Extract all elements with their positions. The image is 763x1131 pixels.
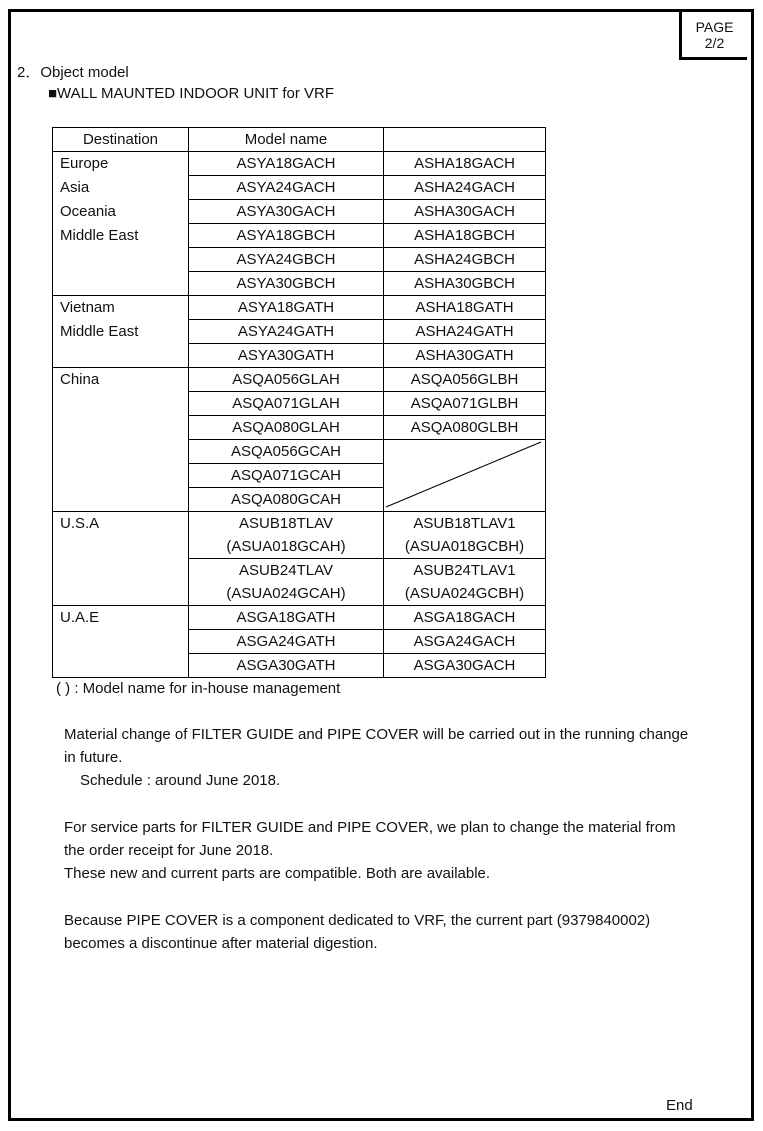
model-cell: ASHA30GATH	[384, 344, 546, 368]
model-name: ASUB24TLAV1	[413, 562, 516, 579]
model-cell: ASYA18GATH	[189, 296, 384, 320]
model-cell: ASHA18GBCH	[384, 224, 546, 248]
paragraph-line: in future.	[64, 749, 123, 766]
model-cell: ASGA30GACH	[384, 654, 546, 678]
paragraph-line: Because PIPE COVER is a component dedicated to VRF, the current part (9379840002)	[64, 912, 651, 929]
paragraph-material-change	[64, 723, 744, 792]
header-model-name: Model name	[189, 128, 384, 152]
model-cell: ASYA24GBCH	[189, 248, 384, 272]
header-blank	[384, 128, 546, 152]
schedule-line: Schedule : around June 2018.	[80, 772, 281, 789]
destination-label: Middle East	[60, 323, 139, 340]
paragraph-line: For service parts for FILTER GUIDE and PIPE COVER, we plan to change the material from	[64, 819, 676, 836]
model-cell: ASYA30GBCH	[189, 272, 384, 296]
destination-cell	[53, 512, 189, 606]
paragraph-line: becomes a discontinue after material digestion.	[64, 935, 378, 952]
paragraph-line: the order receipt for June 2018.	[64, 842, 274, 859]
destination-label: Middle East	[60, 227, 139, 244]
model-cell	[384, 512, 546, 559]
destination-label: Europe	[60, 155, 109, 172]
destination-label: Asia	[60, 179, 90, 196]
inhouse-model-name: (ASUA018GCBH)	[404, 538, 525, 555]
model-cell: ASHA30GBCH	[384, 272, 546, 296]
model-cell: ASYA18GBCH	[189, 224, 384, 248]
destination-cell	[53, 152, 189, 296]
model-cell: ASQA071GLAH	[189, 392, 384, 416]
inhouse-model-name: (ASUA018GCAH)	[226, 538, 346, 555]
table-row	[53, 296, 546, 320]
inhouse-model-name: (ASUA024GCAH)	[226, 585, 346, 602]
model-cell: ASYA30GATH	[189, 344, 384, 368]
diagonal-slash	[384, 440, 545, 511]
destination-label: Oceania	[60, 203, 116, 220]
model-cell: ASQA056GCAH	[189, 440, 384, 464]
model-cell: ASHA24GATH	[384, 320, 546, 344]
model-cell: ASGA24GACH	[384, 630, 546, 654]
model-cell: ASQA056GLAH	[189, 368, 384, 392]
destination-cell	[53, 368, 189, 512]
inhouse-model-name: (ASUA024GCBH)	[404, 585, 525, 602]
model-name: ASUB24TLAV	[239, 562, 333, 579]
destination-label: U.A.E	[60, 609, 100, 626]
header-destination: Destination	[53, 128, 189, 152]
paragraph-line: Material change of FILTER GUIDE and PIPE COVER will be carried out in the running change	[64, 726, 689, 743]
model-cell	[189, 559, 384, 606]
model-cell: ASYA18GACH	[189, 152, 384, 176]
model-cell	[189, 512, 384, 559]
section-title: 2．Object model	[17, 64, 129, 81]
model-cell: ASGA18GACH	[384, 606, 546, 630]
model-cell: ASQA080GLBH	[384, 416, 546, 440]
model-cell: ASYA24GATH	[189, 320, 384, 344]
destination-cell	[53, 296, 189, 368]
page-number: 2/2	[704, 35, 725, 51]
model-cell	[384, 559, 546, 606]
table-row	[53, 606, 546, 630]
destination-label: China	[60, 371, 100, 388]
end-label: End	[666, 1097, 693, 1114]
destination-label: U.S.A	[60, 515, 100, 532]
destination-cell	[53, 606, 189, 678]
model-cell: ASQA080GLAH	[189, 416, 384, 440]
model-cell: ASYA30GACH	[189, 200, 384, 224]
model-cell: ASHA24GBCH	[384, 248, 546, 272]
paragraph-service-parts	[64, 816, 744, 885]
model-cell: ASYA24GACH	[189, 176, 384, 200]
table-note: ( ) : Model name for in-house management	[56, 680, 341, 697]
model-cell: ASGA18GATH	[189, 606, 384, 630]
table-header-row	[53, 128, 546, 152]
page-number-box	[679, 9, 747, 60]
model-cell: ASGA30GATH	[189, 654, 384, 678]
model-cell: ASHA30GACH	[384, 200, 546, 224]
model-cell: ASHA24GACH	[384, 176, 546, 200]
model-cell: ASHA18GACH	[384, 152, 546, 176]
model-name: ASUB18TLAV	[239, 515, 333, 532]
empty-cell	[384, 440, 546, 512]
table-row	[53, 512, 546, 559]
destination-label: Vietnam	[60, 299, 115, 316]
model-table	[52, 127, 546, 678]
table-row	[53, 152, 546, 176]
model-cell: ASQA071GCAH	[189, 464, 384, 488]
model-cell: ASQA056GLBH	[384, 368, 546, 392]
model-cell: ASGA24GATH	[189, 630, 384, 654]
paragraph-line: These new and current parts are compatible. Both are available.	[64, 865, 491, 882]
subtitle: ■WALL MAUNTED INDOOR UNIT for VRF	[48, 85, 335, 102]
model-cell: ASQA080GCAH	[189, 488, 384, 512]
model-name: ASUB18TLAV1	[413, 515, 516, 532]
model-cell: ASQA071GLBH	[384, 392, 546, 416]
paragraph-pipe-cover	[64, 909, 744, 955]
table-row	[53, 368, 546, 392]
model-cell: ASHA18GATH	[384, 296, 546, 320]
page-label: PAGE	[695, 19, 734, 35]
